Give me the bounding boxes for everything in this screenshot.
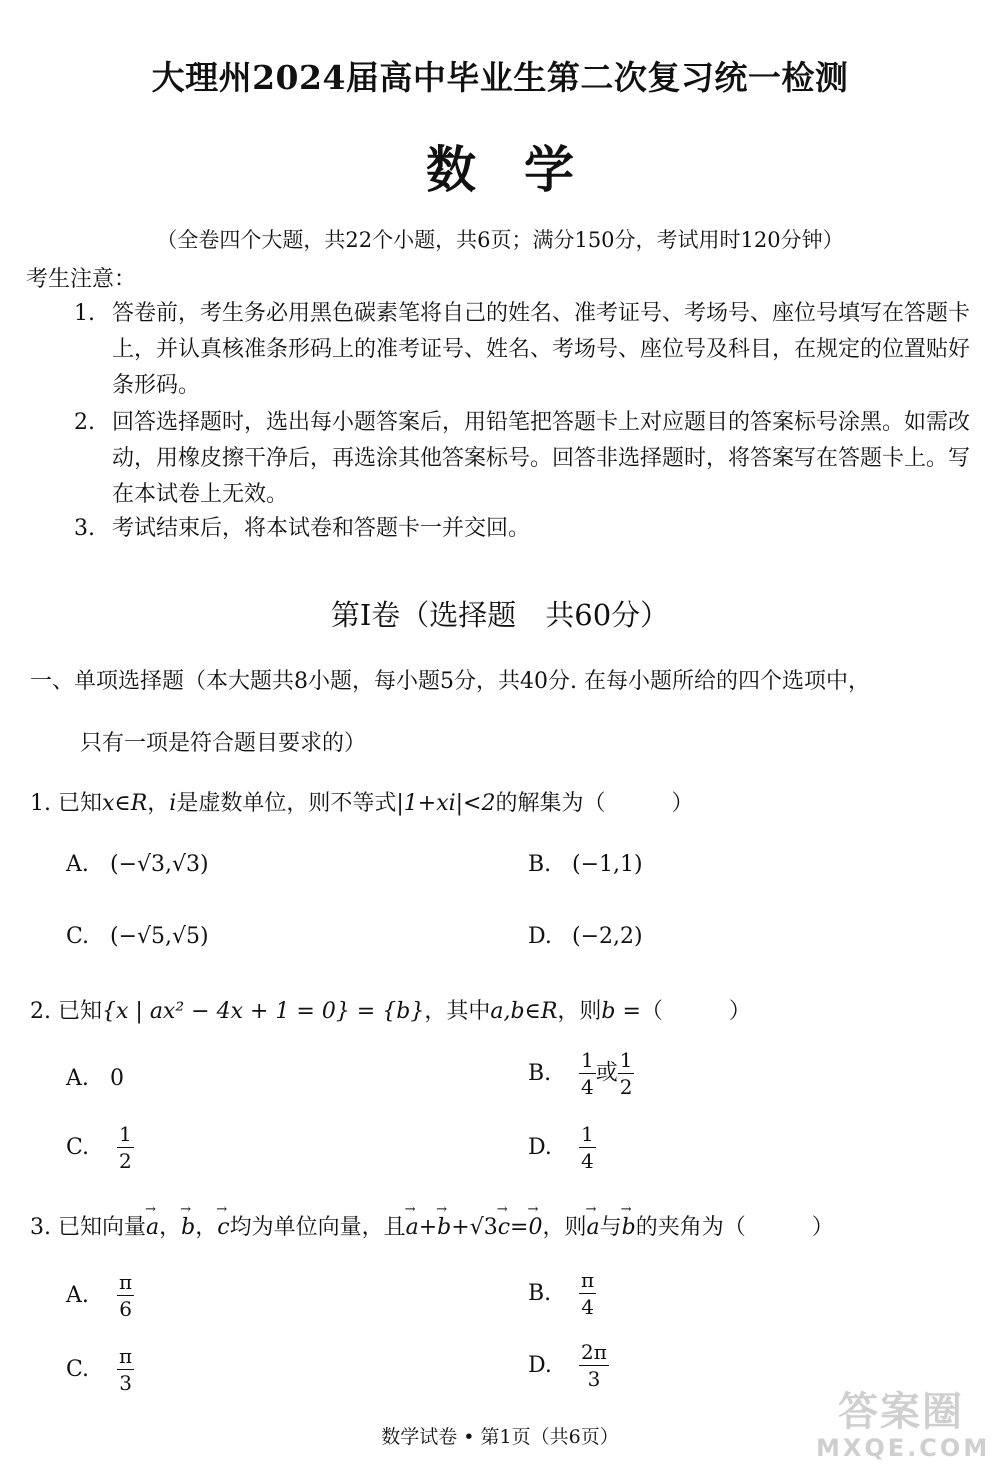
question-text: 已知向量: [58, 1215, 147, 1240]
option-label: B.: [528, 1280, 552, 1306]
math-expr: x∈R: [102, 791, 148, 816]
punct: ，: [195, 1215, 218, 1240]
question-text: 已知: [58, 999, 103, 1024]
punct: ，: [159, 1215, 182, 1240]
question-3: [30, 1210, 834, 1241]
math-plus: +: [418, 1215, 438, 1240]
numerator: π: [119, 1344, 133, 1368]
note-number: 2.: [74, 410, 95, 435]
part-heading: 一、单项选择题（本大题共8小题，每小题5分，共40分. 在每小题所给的四个选项中，: [30, 669, 870, 694]
exam-summary: （全卷四个大题，共22个小题，共6页；满分150分，考试用时120分钟）: [156, 228, 844, 252]
fraction: [117, 1124, 134, 1171]
option-value: (−2,2): [572, 924, 643, 949]
option-a: [66, 1272, 134, 1319]
section-heading: 第Ⅰ卷（选择题 共60分）: [330, 598, 670, 632]
question-text: ，则: [542, 1215, 587, 1240]
option-label: C.: [66, 1134, 90, 1160]
note-number: 1.: [74, 301, 95, 326]
zero-vector: → 0: [528, 1215, 542, 1240]
note-item: [74, 511, 974, 547]
numerator: π: [581, 1268, 595, 1292]
option-c: [66, 1346, 134, 1393]
numerator: 1: [619, 1048, 633, 1072]
vector-b: → b: [437, 1215, 451, 1240]
numerator: 2π: [581, 1340, 607, 1364]
question-number: 2.: [30, 999, 51, 1024]
fraction: [117, 1346, 134, 1393]
option-a: [66, 852, 209, 877]
note-item: [74, 296, 974, 404]
option-label: A.: [66, 1282, 89, 1308]
option-label: A.: [66, 1066, 89, 1091]
watermark-en: MXQE.COM: [816, 1434, 991, 1462]
denominator: 2: [619, 1075, 633, 1099]
option-label: B.: [528, 852, 552, 877]
note-text: 回答选择题时，选出每小题答案后，用铅笔把答题卡上对应题目的答案标号涂黑。如需改动，用橡皮擦干净后，再选涂其他答案标号。回答非选择题时，将答案写在答题卡上。写在本试卷上无效。: [112, 410, 971, 507]
math-expr: i: [169, 791, 177, 816]
note-number: 3.: [74, 516, 95, 541]
numerator: 1: [581, 1048, 594, 1072]
fraction: [117, 1272, 134, 1319]
question-text: 均为单位向量，且: [229, 1215, 406, 1240]
option-label: B.: [528, 1060, 552, 1086]
question-text: 的夹角为（ ）: [635, 1215, 834, 1240]
math-sqrt: √3: [469, 1215, 498, 1240]
vector-a: → a: [146, 1215, 159, 1240]
denominator: 2: [119, 1149, 132, 1173]
option-d: [528, 1124, 596, 1171]
part-heading-continued: 只有一项是符合题目要求的）: [80, 731, 367, 756]
vector-a: → a: [406, 1215, 419, 1240]
note-item: [74, 405, 974, 513]
vector-a: → a: [587, 1215, 600, 1240]
option-or: 或: [595, 1060, 618, 1086]
option-b: [528, 1050, 634, 1097]
question-text: 是虚数单位，则不等式: [176, 791, 397, 816]
punct: ，: [147, 791, 170, 816]
question-text: 与: [599, 1215, 622, 1240]
question-text: 已知: [58, 791, 103, 816]
option-value: (−√3,√3): [110, 852, 209, 877]
notes-title: 考生注意：: [26, 267, 137, 292]
question-text: ，则: [557, 999, 602, 1024]
option-label: D.: [528, 1352, 552, 1378]
option-c: [66, 924, 209, 949]
fraction: [618, 1050, 635, 1097]
math-expr: a,b∈R: [490, 999, 558, 1024]
option-value: (−√5,√5): [110, 924, 209, 949]
math-equals: =: [510, 1215, 529, 1240]
question-text: 的解集为（ ）: [495, 791, 694, 816]
question-1: [30, 786, 694, 817]
option-value: (−1,1): [572, 852, 643, 877]
option-a: [66, 1066, 124, 1091]
option-b: [528, 852, 643, 877]
denominator: 3: [587, 1367, 601, 1391]
fraction: [579, 1342, 609, 1389]
fraction: [579, 1270, 596, 1317]
vector-c: → c: [498, 1215, 510, 1240]
option-label: D.: [528, 1134, 552, 1160]
option-b: [528, 1270, 596, 1317]
numerator: 1: [119, 1122, 132, 1146]
watermark-logo: [816, 1389, 991, 1470]
watermark-cn: 答案圈: [838, 1389, 964, 1435]
option-label: A.: [66, 852, 89, 877]
question-2: [30, 994, 751, 1025]
math-plus: +: [451, 1215, 470, 1240]
denominator: 6: [119, 1297, 132, 1321]
option-c: [66, 1124, 134, 1171]
question-text: （ ）: [640, 999, 751, 1024]
exam-title: 大理州2024届高中毕业生第二次复习统一检测: [151, 58, 849, 97]
vector-b: → b: [181, 1215, 195, 1240]
denominator: 4: [581, 1075, 594, 1099]
option-label: C.: [66, 924, 90, 949]
question-number: 1.: [30, 791, 51, 816]
math-expr: |1+xi|<2: [396, 791, 496, 816]
fraction: [579, 1124, 596, 1171]
question-text: ，其中: [424, 999, 491, 1024]
fraction: [579, 1050, 596, 1097]
subject-title: 数学: [426, 140, 622, 199]
vector-c: → c: [217, 1215, 229, 1240]
math-expr: {x | ax² − 4x + 1 = 0} = {b}: [102, 999, 425, 1024]
denominator: 4: [581, 1149, 594, 1173]
denominator: 4: [581, 1295, 594, 1319]
vector-b: → b: [622, 1215, 636, 1240]
page-footer: 数学试卷 • 第1页（共6页）: [381, 1426, 619, 1448]
question-number: 3.: [30, 1215, 51, 1240]
numerator: π: [119, 1270, 133, 1294]
option-d: [528, 924, 643, 949]
note-text: 考试结束后，将本试卷和答题卡一并交回。: [112, 516, 531, 541]
math-expr: b =: [601, 999, 641, 1024]
numerator: 1: [581, 1122, 594, 1146]
option-value: 0: [110, 1066, 124, 1091]
denominator: 3: [119, 1371, 132, 1395]
note-text: 答卷前，考生务必用黑色碳素笔将自己的姓名、准考证号、考场号、座位号填写在答题卡上，并认真核准条形码上的准考证号、姓名、考场号、座位号及科目，在规定的位置贴好条形码。: [112, 301, 971, 398]
option-d: [528, 1342, 609, 1389]
option-label: C.: [66, 1356, 90, 1382]
option-label: D.: [528, 924, 552, 949]
